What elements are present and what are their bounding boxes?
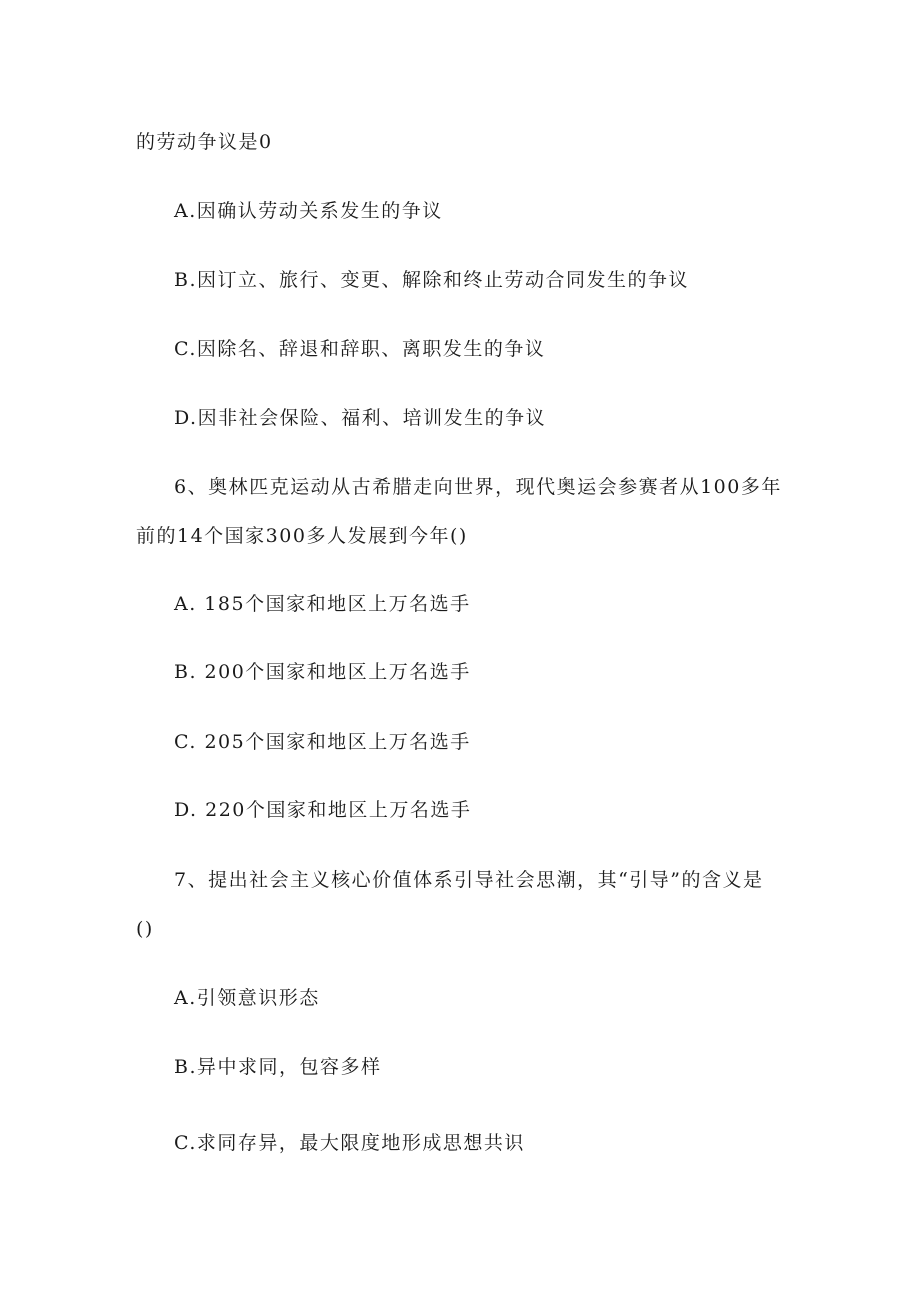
q7-option-a: A.引领意识形态 [174,987,320,1009]
q7-option-b: B.异中求同，包容多样 [174,1056,382,1078]
q6-option-a: A. 185个国家和地区上万名选手 [174,593,471,615]
q6-option-c: C. 205个国家和地区上万名选手 [174,731,471,753]
q5-option-c: C.因除名、辞退和辞职、离职发生的争议 [174,338,546,360]
q5-option-b: B.因订立、旅行、变更、解除和终止劳动合同发生的争议 [174,269,690,291]
q6-option-b: B. 200个国家和地区上万名选手 [174,661,471,683]
q5-option-a: A.因确认劳动关系发生的争议 [174,200,443,222]
q6-question-line2: 前的14个国家300多人发展到今年() [136,525,468,547]
q7-question-line2: () [136,918,154,940]
q5-tail-text: 的劳动争议是0 [136,131,273,153]
q5-option-d: D.因非社会保险、福利、培训发生的争议 [174,407,547,429]
q7-question-line1: 7、提出社会主义核心价值体系引导社会思潮，其“引导”的含义是 [174,869,764,891]
q6-option-d: D. 220个国家和地区上万名选手 [174,799,472,821]
q7-option-c: C.求同存异，最大限度地形成思想共识 [174,1132,525,1154]
q6-question-line1: 6、奥林匹克运动从古希腊走向世界，现代奥运会参赛者从100多年 [174,476,782,498]
